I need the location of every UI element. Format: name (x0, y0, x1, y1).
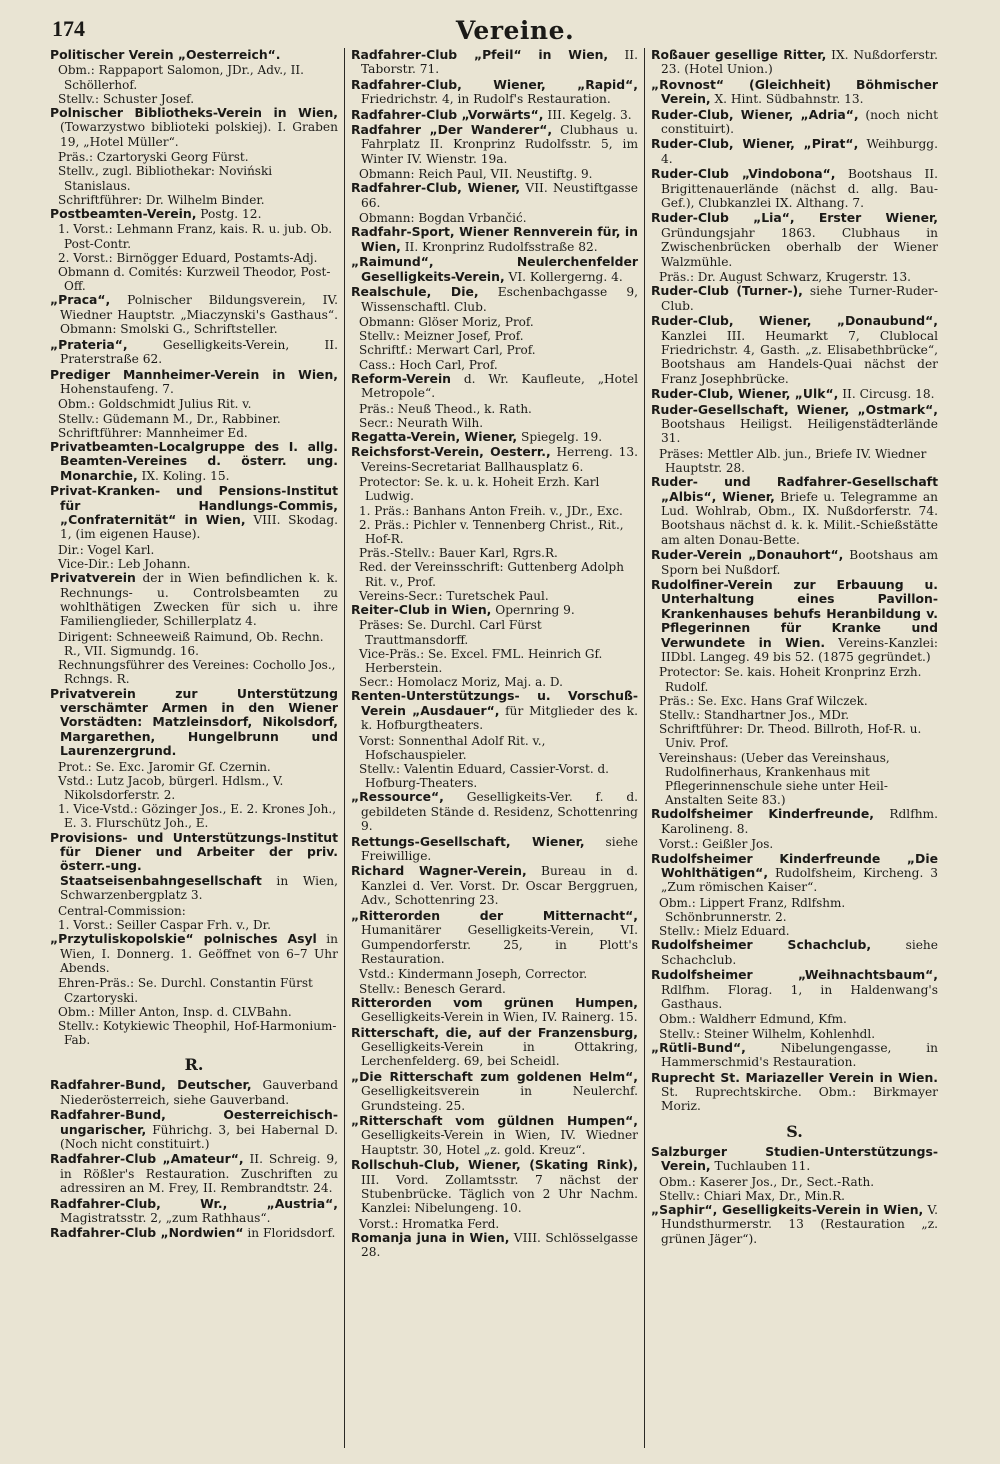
entry-body: Geselligkeitsverein in Neulerchf. Grundsteing. 25. (361, 1084, 638, 1113)
section-letter: S. (786, 1121, 803, 1141)
directory-entry (651, 211, 938, 269)
entry-heading: Radfahrer „Der Wanderer“, (351, 122, 553, 138)
directory-entry (351, 689, 638, 732)
entry-detail: 2. Präs.: Pichler v. Tennenberg Christ., Rit., Hof-R. (359, 517, 624, 546)
directory-entry (651, 48, 938, 77)
entry-heading: Radfahr-Sport, Wiener Rennverein für, in Wien, (351, 224, 638, 254)
entry-detail: Stellv.: Güdemann M., Dr., Rabbiner. (58, 411, 281, 426)
directory-entry (651, 938, 938, 967)
entry-detail: Stellv.: Standhartner Jos., MDr. (659, 708, 850, 723)
directory-entry (50, 1152, 338, 1195)
entry-detail: 2. Vorst.: Birnögger Eduard, Postamts-Adj. (58, 250, 318, 265)
entry-heading: „Praca“, (50, 292, 111, 308)
entry-detail: Stellv.: Schuster Josef. (58, 91, 195, 106)
entry-heading: Ruder-Club (Turner-), (651, 283, 803, 299)
entry-heading: Ritterschaft, die, auf der Franzensburg, (351, 1024, 638, 1040)
entry-body: Vereins-Kanzlei: IIDbl. Langeg. 49 bis 52. (1875 gegründet.) (661, 635, 938, 665)
entry-heading: Rudolfsheimer „Weihnachtsbaum“, (651, 967, 938, 983)
entry-detail: Protector: Se. k. u. k. Hoheit Erzh. Karl Ludwig. (359, 475, 600, 504)
entry-detail: Obm.: Rappaport Salomon, JDr., Adv., II. Schöllerhof. (58, 63, 304, 92)
entry-heading: Realschule, Die, (351, 284, 479, 300)
entry-detail: Ehren-Präs.: Se. Durchl. Constantin Fürst Czartoryski. (58, 976, 313, 1005)
page-number: 174 (52, 16, 85, 41)
entry-body: VI. Kollergerng. 4. (504, 269, 623, 284)
entry-detail: 1. Vice-Vstd.: Gözinger Jos., E. 2. Krones Joh., E. 3. Flurschütz Joh., E. (58, 802, 337, 831)
entry-detail: 1. Vorst.: Seiller Caspar Frh. v., Dr. (58, 917, 271, 932)
directory-entry (651, 852, 938, 895)
entry-heading: „Prateria“, (50, 336, 128, 352)
directory-entry (50, 484, 338, 542)
entry-body: Spiegelg. 19. (517, 429, 603, 444)
entry-detail: Präs.: Neuß Theod., k. Rath. (359, 401, 532, 416)
entry-detail: Obm.: Kaserer Jos., Dr., Sect.-Rath. (659, 1174, 875, 1189)
entry-heading: Rollschuh-Club, Wiener, (Skating Rink), (351, 1157, 638, 1173)
entry-body: VIII. Skodag. 1, (im eigenen Hause). (60, 512, 338, 542)
directory-entry (351, 864, 638, 907)
entry-heading: „Ritterorden der Mitternacht“, (351, 907, 638, 923)
entry-body: Gauverband Niederösterreich, siehe Gauverband. (60, 1078, 338, 1107)
entry-detail: Vstd.: Kindermann Joseph, Corrector. (359, 967, 588, 982)
entry-body: in Wien, I. Donnerg. 1. Geöffnet von 6–7 Uhr Abends. (60, 932, 338, 975)
column-1 (44, 48, 344, 1448)
entry-detail: Secr.: Neurath Wilh. (359, 415, 484, 430)
entry-detail: Cass.: Hoch Carl, Prof. (359, 357, 498, 372)
entry-heading: Polnischer Bibliotheks-Verein in Wien, (50, 105, 338, 121)
directory-entry (351, 790, 638, 833)
entry-heading: Regatta-Verein, Wiener, (351, 428, 518, 444)
entry-heading: Renten-Unterstützungs- u. Vorschuß-Verein „Ausdauer“, (351, 688, 638, 718)
entry-detail: Obm.: Miller Anton, Insp. d. CLVBahn. (58, 1004, 292, 1019)
entry-detail: Vorst: Sonnenthal Adolf Rit. v., Hofschauspieler. (359, 733, 546, 762)
entry-detail: Schriftf.: Merwart Carl, Prof. (359, 343, 536, 358)
directory-entry (351, 78, 638, 107)
entry-detail: Stellv.: Steiner Wilhelm, Kohlenhdl. (659, 1026, 876, 1041)
directory-entry (651, 403, 938, 446)
entry-heading: Ruder-Club, Wiener, „Pirat“, (651, 136, 859, 152)
entry-detail: Obmann: Glöser Moriz, Prof. (359, 314, 534, 329)
entry-body: IX. Nußdorferstr. 23. (Hotel Union.) (661, 48, 938, 77)
entry-detail: Vstd.: Lutz Jacob, bürgerl. Hdlsm., V. Nikolsdorferstr. 2. (58, 773, 284, 803)
entry-body: Hohenstaufeng. 7. (60, 381, 174, 396)
entry-detail: Obmann: Bogdan Vrbančić. (359, 211, 527, 226)
entry-body: Bootshaus am Sporn bei Nußdorf. (661, 548, 938, 577)
directory-entry (351, 123, 638, 166)
entry-heading: Reiter-Club in Wien, (351, 601, 492, 617)
directory-entry (50, 687, 338, 759)
directory-entry (651, 137, 938, 166)
entry-body: Opernring 9. (491, 602, 575, 617)
entry-body: Nibelungengasse, in Hammerschmid's Restauration. (661, 1040, 938, 1070)
entry-detail: Prot.: Se. Exc. Jaromir Gf. Czernin. (58, 759, 271, 774)
entry-heading: Ruder-Club „Vindobona“, (651, 166, 836, 182)
directory-entry (50, 571, 338, 629)
entry-detail: Präses: Se. Durchl. Carl Fürst Trauttmansdorff. (359, 618, 542, 647)
entry-body: Briefe u. Telegramme an Lud. Wohlrab, Obm., IX. Nußdorferstr. 74. Bootshaus nächst d. k. k. Milit.-Schießstätte am alten Donau-Bette. (661, 489, 938, 547)
entry-heading: „Raimund“, Neulerchenfelder Geselligkeits-Verein, (351, 254, 638, 284)
entry-body: in Wien, Schwarzenbergplatz 3. (60, 873, 338, 903)
directory-entry (50, 831, 338, 903)
entry-detail: Schriftführer: Dr. Theod. Billroth, Hof-R. u. Univ. Prof. (659, 722, 922, 751)
entry-detail: Präs.-Stellv.: Bauer Karl, Rgrs.R. (359, 546, 558, 561)
directory-entry (50, 48, 338, 62)
entry-detail: Secr.: Homolacz Moriz, Maj. a. D. (359, 675, 563, 690)
entry-heading: Prediger Mannheimer-Verein in Wien, (50, 366, 338, 382)
directory-entry (351, 372, 638, 401)
entry-detail: Central-Commission: (58, 903, 186, 918)
entry-body: IX. Koling. 15. (137, 468, 230, 483)
entry-heading: Privat-Kranken- und Pensions-Institut für Handlungs-Commis, „Confraternität“ in Wien, (50, 483, 338, 527)
directory-entry (50, 293, 338, 336)
entry-detail: Stellv.: Meizner Josef, Prof. (359, 329, 524, 344)
entry-heading: Radfahrer-Club, Wr., „Austria“, (50, 1195, 338, 1211)
entry-detail: Stellv.: Kotykiewic Theophil, Hof-Harmonium-Fab. (58, 1018, 337, 1048)
entry-body: Postg. 12. (196, 207, 262, 222)
entry-detail: Präs.: Se. Exc. Hans Graf Wilczek. (659, 693, 868, 708)
entry-body: X. Hint. Südbahnstr. 13. (710, 92, 864, 107)
entry-body: Rdlfhm. Karolineng. 8. (661, 807, 938, 836)
entry-heading: Ruprecht St. Mariazeller Verein in Wien. (651, 1069, 938, 1085)
entry-heading: Reform-Verein (351, 370, 452, 386)
entry-heading: Rudolfsheimer Schachclub, (651, 937, 872, 953)
directory-entry (351, 1070, 638, 1113)
entry-body: Geselligkeits-Verein in Wien, IV. Rainerg. 15. (361, 1010, 638, 1025)
entry-heading: Romanja juna in Wien, (351, 1230, 510, 1246)
entry-body: Bureau in d. Kanzlei d. Ver. Vorst. Dr. Oscar Berggruen, Adv., Schottenring 23. (361, 864, 638, 908)
entry-detail: Vorst.: Hromatka Ferd. (359, 1216, 500, 1231)
entry-body: Humanitärer Geselligkeits-Verein, VI. Gumpendorferstr. 25, in Plott's Restauration. (361, 923, 638, 966)
entry-body: Geselligkeits-Verein in Ottakring, Lerchenfelderg. 69, bei Scheidl. (361, 1039, 638, 1069)
entry-body: III. Vord. Zollamtsstr. 7 nächst der Stubenbrücke. Täglich von 2 Uhr Nachm. Kanzlei: Nibelungeng. 10. (361, 1172, 638, 1216)
directory-entry (651, 1041, 938, 1070)
entry-body: St. Ruprechtskirche. Obm.: Birkmayer Moriz. (661, 1084, 938, 1114)
entry-heading: Ruder-Gesellschaft, Wiener, „Ostmark“, (651, 401, 938, 417)
entry-detail: Präses: Mettler Alb. jun., Briefe IV. Wiedner Hauptstr. 28. (659, 446, 927, 475)
entry-body: Kanzlei III. Heumarkt 7, Clublocal Friedrichstr. 4, Gasth. „z. Elisabethbrücke“, Bootshaus am Handels-Quai nächst der Franz Josephbrücke. (661, 328, 938, 386)
running-title: Vereine. (455, 16, 575, 45)
entry-body: Rudolfsheim, Kircheng. 3 „Zum römischen Kaiser“. (661, 865, 938, 895)
entry-body: d. Wr. Kaufleute, „Hotel Metropole“. (361, 371, 638, 401)
directory-entry (351, 48, 638, 77)
entry-heading: Richard Wagner-Verein, (351, 863, 527, 879)
directory-entry (351, 285, 638, 314)
entry-body: II. Schreig. 9, in Rößler's Restauration. Zuschriften zu adressiren an M. Frey, II. Rembrandtstr. 24. (60, 1152, 339, 1196)
directory-entry (50, 1226, 338, 1240)
entry-heading: Postbeamten-Verein, (50, 206, 197, 222)
entry-heading: Radfahrer-Club „Amateur“, (50, 1151, 244, 1167)
column-3 (644, 48, 944, 1448)
directory-entry (50, 1108, 338, 1151)
entry-heading: Radfahrer-Club „Nordwien“ (50, 1225, 244, 1241)
entry-heading: Ruder-Club, Wiener, „Ulk“, (651, 386, 839, 402)
directory-entry (651, 475, 938, 547)
entry-body: siehe Turner-Ruder-Club. (661, 284, 939, 313)
page-header (44, 14, 986, 48)
entry-body: Clubhaus u. Fahrplatz II. Kronprinz Rudolfsstr. 5, im Winter IV. Wienstr. 19a. (361, 123, 638, 166)
directory-entry (50, 368, 338, 397)
directory-entry (351, 255, 638, 284)
directory-entry (351, 835, 638, 864)
directory-entry (50, 440, 338, 483)
entry-body: (noch nicht constituirt). (661, 107, 938, 137)
entry-detail: Obm.: Waldherr Edmund, Kfm. (659, 1012, 847, 1027)
entry-detail: Dir.: Vogel Karl. (58, 542, 155, 557)
entry-heading: Privatbeamten-Localgruppe des I. allg. Beamten-Vereines d. österr. ung. Monarchie, (50, 438, 338, 483)
entry-detail: Schriftführer: Dr. Wilhelm Binder. (58, 192, 265, 207)
entry-body: Rdlfhm. Florag. 1, in Haldenwang's Gasthaus. (661, 982, 938, 1011)
directory-entry (651, 578, 938, 664)
directory-entry (351, 1231, 638, 1260)
directory-entry (351, 181, 638, 210)
entry-body: Bootshaus II. Brigittenauerlände (nächst d. allg. Bau-Gef.), Clubkanzlei IX. Althang. 7. (661, 167, 938, 211)
directory-entry (351, 1026, 638, 1069)
directory-entry (50, 338, 338, 367)
entry-detail: Stellv.: Valentin Eduard, Cassier-Vorst. d. Hofburg-Theaters. (359, 762, 609, 791)
entry-heading: Ruder-Club, Wiener, „Adria“, (651, 106, 859, 122)
entry-heading: Ruder- und Radfahrer-Gesellschaft „Albis“, Wiener, (651, 474, 938, 504)
directory-entry (351, 108, 638, 122)
entry-body: VII. Neustiftgasse 66. (361, 181, 638, 210)
entry-body: (Towarzystwo biblioteki polskiej). I. Graben 19, „Hotel Müller“. (60, 120, 338, 149)
entry-detail: Präs.: Czartoryski Georg Fürst. (58, 150, 249, 165)
entry-body: Führichg. 3, bei Habernal D. (Noch nicht constituirt.) (60, 1122, 338, 1151)
entry-heading: Rudolfsheimer Kinderfreunde, (651, 806, 874, 822)
section-letter: R. (184, 1055, 204, 1075)
directory-entry (651, 284, 938, 313)
entry-heading: Ritterorden vom grünen Humpen, (351, 994, 638, 1010)
directory-entry (651, 1071, 938, 1114)
directory-entry (351, 996, 638, 1025)
entry-body: II. Taborstr. 71. (361, 48, 638, 77)
directory-entry (651, 1203, 938, 1246)
entry-body: II. Kronprinz Rudolfsstraße 82. (400, 239, 598, 254)
entry-detail: Obmann d. Comités: Kurzweil Theodor, Post-Off. (58, 265, 331, 294)
directory-entry (651, 314, 938, 386)
entry-heading: Roßauer gesellige Ritter, (651, 48, 827, 62)
entry-heading: „Rovnost“ (Gleichheit) Böhmischer Verein, (651, 76, 938, 107)
entry-heading: Radfahrer-Bund, Deutscher, (50, 1077, 252, 1093)
entry-detail: Obm.: Goldschmidt Julius Rit. v. (58, 397, 252, 412)
directory-entry (50, 1197, 338, 1226)
entry-detail: Vice-Präs.: Se. Excel. FML. Heinrich Gf. Herberstein. (359, 646, 603, 675)
directory-entry (351, 445, 638, 474)
entry-body: Weihburgg. 4. (661, 137, 938, 166)
entry-heading: „Ressource“, (351, 789, 444, 805)
entry-heading: Radfahrer-Club „Vorwärts“, (351, 106, 544, 122)
entry-heading: „Rütli-Bund“, (651, 1039, 746, 1055)
entry-heading: Radfahrer-Bund, Oesterreichisch-ungarischer, (50, 1107, 338, 1137)
directory-entry (651, 167, 938, 210)
directory-entry (651, 108, 938, 137)
directory-entry (651, 1145, 938, 1174)
entry-body: Geselligkeits-Ver. f. d. gebildeten Stände d. Residenz, Schottenring 9. (361, 790, 638, 834)
entry-detail: Stellv., zugl. Bibliothekar: Noviński Stanislaus. (58, 164, 273, 193)
entry-detail: Vorst.: Geißler Jos. (659, 837, 774, 852)
entry-body: Polnischer Bildungsverein, IV. Wiedner Hauptstr. „Miaczynski's Gasthaus“. Obmann: Smolski G., Schriftsteller. (60, 293, 338, 337)
directory-entry (351, 1114, 638, 1157)
entry-body: Geselligkeits-Verein, II. Praterstraße 62. (60, 337, 338, 367)
entry-heading: Salzburger Studien-Unterstützungs-Verein, (651, 1143, 938, 1174)
entry-body: Friedrichstr. 4, in Rudolf's Restauration. (361, 92, 611, 107)
entry-body: der in Wien befindlichen k. k. Rechnungs- u. Controlsbeamten zu wohlthätigen Zwecken für sich u. ihre Familienglieder, Schillerplatz 4. (60, 571, 338, 629)
entry-detail: Schriftführer: Mannheimer Ed. (58, 425, 248, 440)
entry-body: siehe Schachclub. (661, 938, 938, 967)
directory-entry (351, 430, 638, 444)
directory-entry (351, 603, 638, 617)
entry-detail: 1. Vorst.: Lehmann Franz, kais. R. u. jub. Ob. Post-Contr. (58, 222, 333, 251)
directory-entry (351, 225, 638, 254)
columns (44, 48, 986, 1448)
entry-body: für Mitglieder des k. k. Hofburgtheaters. (361, 703, 638, 733)
entry-body: II. Circusg. 18. (838, 387, 935, 402)
entry-heading: Provisions- und Unterstützungs-Institut für Diener und Arbeiter der priv. österr.-ung. Staatseisenbahngesellschaft (50, 829, 338, 888)
directory-entry (651, 807, 938, 836)
entry-body: Eschenbachgasse 9, Wissenschaftl. Club. (361, 285, 639, 314)
directory-entry (50, 1078, 338, 1107)
entry-detail: Protector: Se. kais. Hoheit Kronprinz Erzh. Rudolf. (659, 665, 922, 694)
entry-heading: Ruder-Club, Wiener, „Donaubund“, (651, 313, 938, 329)
directory-entry (651, 548, 938, 577)
entry-body: Herreng. 13. Vereins-Secretariat Ballhausplatz 6. (361, 445, 638, 474)
entry-body: siehe Freiwillige. (361, 834, 638, 864)
entry-heading: Privatverein (50, 570, 136, 586)
entry-detail: Red. der Vereinsschrift: Guttenberg Adolph Rit. v., Prof. (359, 560, 624, 589)
entry-heading: Rudolfsheimer Kinderfreunde „Die Wohlthätigen“, (651, 850, 938, 880)
entry-body: Magistratsstr. 2, „zum Rathhaus“. (60, 1210, 271, 1225)
column-2 (344, 48, 644, 1448)
entry-body: Gründungsjahr 1863. Clubhaus in Zwischenbrücken oberhalb der Wiener Walzmühle. (661, 225, 938, 269)
entry-heading: Ruder-Verein „Donauhort“, (651, 547, 844, 563)
entry-body: Tuchlauben 11. (710, 1159, 811, 1174)
entry-heading: Radfahrer-Club, Wiener, „Rapid“, (351, 76, 638, 92)
entry-detail: Rechnungsführer des Vereines: Cochollo Jos., Rchngs. R. (58, 658, 336, 687)
entry-body: VIII. Schlösselgasse 28. (361, 1231, 638, 1260)
entry-detail: Stellv.: Mielz Eduard. (659, 924, 790, 939)
entry-body: Geselligkeits-Verein in Wien, IV. Wiedner Hauptstr. 30, Hotel „z. gold. Kreuz“. (361, 1128, 638, 1157)
entry-heading: Rudolfiner-Verein zur Erbauung u. Unterhaltung eines Pavillon-Krankenhauses behufs Heranbildung v. Pflegerinnen für Kranke und Verwundete in Wien. (651, 577, 938, 650)
entry-heading: Radfahrer-Club, Wiener, (351, 180, 521, 196)
entry-heading: „Saphir“, Geselligkeits-Verein in Wien, (651, 1202, 924, 1218)
entry-heading: Reichsforst-Verein, Oesterr., (351, 444, 551, 460)
directory-entry (651, 968, 938, 1011)
entry-heading: Ruder-Club „Lia“, Erster Wiener, (651, 210, 938, 226)
directory-entry (50, 106, 338, 149)
entry-detail: Obmann: Reich Paul, VII. Neustiftg. 9. (359, 167, 593, 182)
entry-heading: „Die Ritterschaft zum goldenen Helm“, (351, 1068, 638, 1084)
entry-detail: Stellv.: Benesch Gerard. (359, 981, 506, 996)
entry-body: Bootshaus Heiligst. Heiligenstädterlände 31. (661, 416, 938, 446)
entry-heading: „Ritterschaft vom güldnen Humpen“, (351, 1112, 638, 1128)
entry-detail: Vereinshaus: (Ueber das Vereinshaus, Rudolfinerhaus, Krankenhaus mit Pflegerinnenschule siehe unter Heil-Anstalten Seite 83.) (659, 750, 890, 808)
entry-detail: Vice-Dir.: Leb Johann. (58, 556, 191, 571)
entry-detail: Präs.: Dr. August Schwarz, Krugerstr. 13. (659, 270, 911, 285)
entry-body: III. Kegelg. 3. (543, 107, 632, 122)
entry-body: in Floridsdorf. (243, 1226, 336, 1241)
entry-heading: Radfahrer-Club „Pfeil“ in Wien, (351, 48, 609, 62)
directory-entry (351, 1158, 638, 1216)
entry-detail: Dirigent: Schneeweiß Raimund, Ob. Rechn. R., VII. Sigmundg. 16. (58, 629, 324, 658)
directory-entry (651, 78, 938, 107)
entry-body: V. Hundsthurmerstr. 13 (Restauration „z. grünen Jäger“). (661, 1203, 938, 1246)
entry-detail: Obm.: Lippert Franz, Rdlfshm. Schönbrunnerstr. 2. (659, 895, 846, 924)
entry-heading: Privatverein zur Unterstützung verschämter Armen in den Wiener Vorstädten: Matzleinsdorf, Nikolsdorf, Margarethen, Hungelbrunn und Laurenzergrund. (50, 685, 338, 759)
directory-entry (50, 207, 338, 221)
entry-detail: Stellv.: Chiari Max, Dr., Min.R. (659, 1188, 845, 1203)
entry-heading: Rettungs-Gesellschaft, Wiener, (351, 833, 585, 849)
entry-heading: „Przytuliskopolskie“ polnisches Asyl (50, 931, 317, 947)
directory-entry (351, 909, 638, 967)
entry-detail: Vereins-Secr.: Turetschek Paul. (359, 588, 549, 603)
entry-detail: 1. Präs.: Banhans Anton Freih. v., JDr., Exc. (359, 503, 623, 518)
directory-entry (50, 932, 338, 975)
directory-entry (651, 387, 938, 401)
entry-heading: Politischer Verein „Oesterreich“. (50, 48, 281, 62)
